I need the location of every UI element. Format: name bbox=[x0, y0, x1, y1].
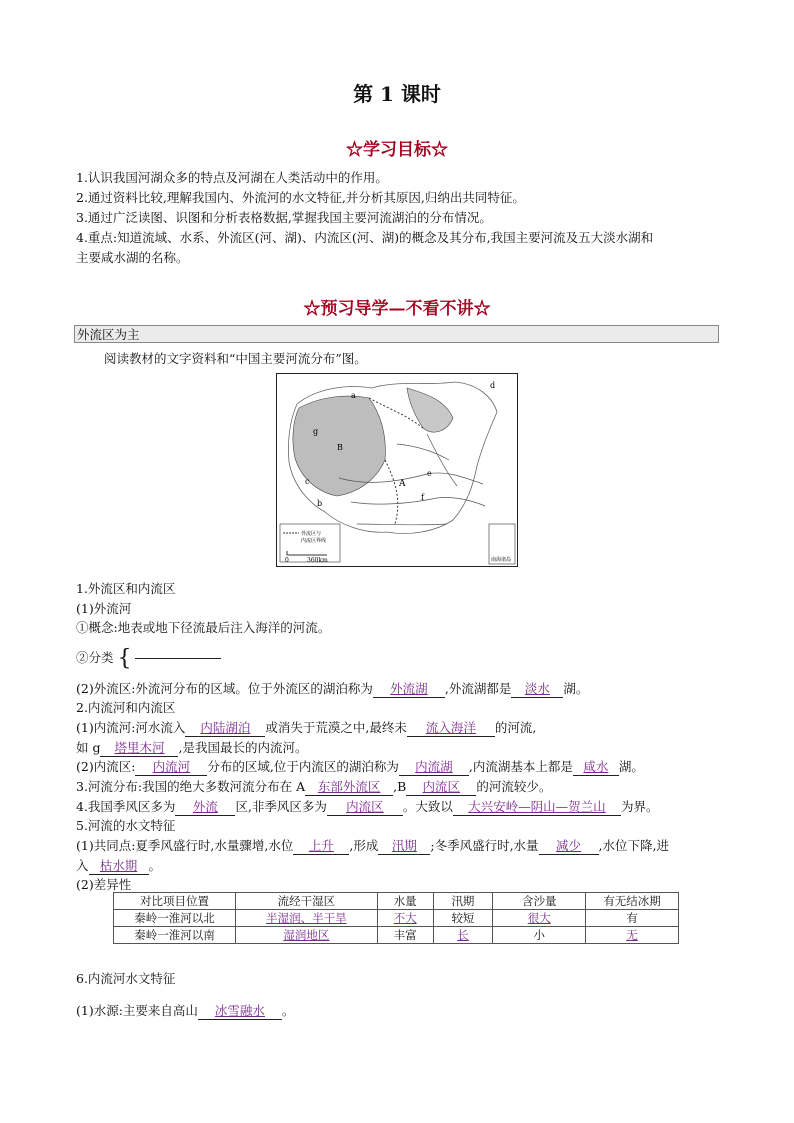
legend-text: 内流区界线 bbox=[301, 538, 327, 544]
text: 。 bbox=[148, 858, 162, 873]
text: ,外流湖都是 bbox=[444, 681, 512, 696]
text: ,是我国最长的内流河。 bbox=[178, 740, 308, 755]
table-header: 汛期 bbox=[433, 893, 493, 910]
section-2a bbox=[76, 718, 536, 737]
section-2b bbox=[76, 757, 644, 776]
answer-blank: 上升 bbox=[293, 836, 349, 855]
answer-blank: 内流河 bbox=[135, 757, 207, 776]
table-header-row bbox=[114, 893, 679, 910]
section-6a bbox=[76, 1001, 294, 1020]
table-row bbox=[114, 927, 679, 944]
text: 。 bbox=[281, 1003, 295, 1018]
map-label: g bbox=[313, 427, 319, 436]
section-5a2 bbox=[76, 856, 161, 875]
page-title: 第 1 课时 bbox=[353, 82, 441, 106]
scale-zero: 0 bbox=[285, 557, 289, 564]
preview-heading: ☆预习导学—不看不讲☆ bbox=[303, 299, 491, 319]
text: 4.我国季风区多为 bbox=[76, 799, 176, 814]
topic-box: 外流区为主 bbox=[74, 325, 719, 343]
goal-item: 4.重点:知道流域、水系、外流区(河、湖)、内流区(河、湖)的概念及其分布,我国主要河流及五大淡水湖和 bbox=[76, 230, 654, 245]
answer-blank: 外流 bbox=[175, 797, 235, 816]
text: 湖。 bbox=[618, 759, 644, 774]
scale-length: 360km bbox=[307, 557, 328, 564]
table-cell: 长 bbox=[433, 927, 493, 944]
map-label: b bbox=[317, 499, 323, 508]
section-1a2 bbox=[76, 646, 221, 671]
table-header: 水量 bbox=[377, 893, 433, 910]
comparison-table bbox=[113, 892, 679, 944]
blank-line bbox=[135, 658, 221, 659]
table-cell: 湿润地区 bbox=[235, 927, 377, 944]
section-3 bbox=[76, 777, 551, 796]
goals-heading: ☆学习目标☆ bbox=[346, 140, 448, 160]
text: 分布的区域,位于内流区的湖泊称为 bbox=[207, 759, 399, 774]
text: ,形成 bbox=[349, 838, 379, 853]
answer-blank: 内流区 bbox=[406, 777, 476, 796]
text: 为界。 bbox=[620, 799, 659, 814]
text: ,B bbox=[393, 779, 407, 794]
text: 。大致以 bbox=[402, 799, 453, 814]
china-rivers-map bbox=[277, 374, 517, 566]
text: 的河流较少。 bbox=[476, 779, 552, 794]
section-6: 6.内流河水文特征 bbox=[76, 971, 176, 986]
text: (2)内流区: bbox=[76, 759, 136, 774]
section-2a2 bbox=[76, 738, 307, 757]
answer-blank: 淡水 bbox=[511, 679, 563, 698]
answer-blank: 冰雪融水 bbox=[198, 1001, 282, 1020]
answer-blank: 减少 bbox=[539, 836, 599, 855]
text: (1)水源:主要来自高山 bbox=[76, 1003, 198, 1018]
table-cell: 较短 bbox=[433, 910, 493, 927]
map-label: f bbox=[421, 493, 424, 502]
text: (2)外流区:外流河分布的区域。位于外流区的湖泊称为 bbox=[76, 681, 373, 696]
text: 或消失于荒漠之中,最终未 bbox=[265, 720, 407, 735]
answer-blank: 咸水 bbox=[573, 757, 619, 776]
table-cell: 有 bbox=[586, 910, 679, 927]
table-cell: 秦岭一淮河以北 bbox=[114, 910, 236, 927]
table-row bbox=[114, 910, 679, 927]
table-cell: 不大 bbox=[377, 910, 433, 927]
table-header: 对比项目位置 bbox=[114, 893, 236, 910]
answer-blank: 大兴安岭—阴山—贺兰山 bbox=[453, 797, 621, 816]
map-label: a bbox=[351, 391, 356, 400]
section-1a1: ①概念:地表或地下径流最后注入海洋的河流。 bbox=[76, 620, 331, 635]
text: ,内流湖基本上都是 bbox=[468, 759, 573, 774]
answer-blank: 枯水期 bbox=[89, 856, 149, 875]
text: 的河流, bbox=[494, 720, 537, 735]
table-cell: 秦岭一淮河以南 bbox=[114, 927, 236, 944]
goal-item: 1.认识我国河湖众多的特点及河湖在人类活动中的作用。 bbox=[76, 170, 388, 185]
classification-label: ②分类 bbox=[76, 650, 114, 665]
section-1: 1.外流区和内流区 bbox=[76, 581, 176, 596]
text: (1)内流河:河水流入 bbox=[76, 720, 186, 735]
text: (1)共同点:夏季风盛行时,水量骤增,水位 bbox=[76, 838, 294, 853]
section-1a: (1)外流河 bbox=[76, 601, 132, 616]
section-5b: (2)差异性 bbox=[76, 877, 132, 892]
answer-blank: 东部外流区 bbox=[305, 777, 393, 796]
map-label: e bbox=[427, 469, 432, 478]
answer-blank: 内流湖 bbox=[399, 757, 469, 776]
table-cell: 小 bbox=[493, 927, 586, 944]
text: 入 bbox=[76, 858, 89, 873]
map-label: B bbox=[337, 443, 343, 452]
table-cell: 丰富 bbox=[377, 927, 433, 944]
answer-blank: 塔里木河 bbox=[100, 738, 178, 757]
answer-blank: 外流湖 bbox=[373, 679, 445, 698]
section-2: 2.内流河和内流区 bbox=[76, 700, 176, 715]
map-label: A bbox=[399, 479, 406, 489]
section-5a bbox=[76, 836, 669, 855]
section-4 bbox=[76, 797, 658, 816]
inset-label: 南海诸岛 bbox=[491, 557, 512, 563]
table-cell: 半湿润、半干旱 bbox=[235, 910, 377, 927]
river-map bbox=[276, 373, 518, 567]
answer-blank: 内陆湖泊 bbox=[185, 718, 265, 737]
intro-text: 阅读教材的文字资料和“中国主要河流分布”图。 bbox=[104, 351, 367, 366]
table-cell: 无 bbox=[586, 927, 679, 944]
goal-item: 主要咸水湖的名称。 bbox=[76, 250, 189, 265]
brace-icon: { bbox=[117, 646, 132, 671]
table-header: 有无结冰期 bbox=[586, 893, 679, 910]
text: ,水位下降,进 bbox=[598, 838, 669, 853]
answer-blank: 内流区 bbox=[327, 797, 403, 816]
legend-text: 外流区与 bbox=[301, 531, 322, 537]
text: 3.河流分布:我国的绝大多数河流分布在 A bbox=[76, 779, 306, 794]
map-label: c bbox=[305, 477, 310, 486]
map-label: d bbox=[490, 381, 496, 390]
table-header: 流经干湿区 bbox=[235, 893, 377, 910]
text: 区,非季风区多为 bbox=[235, 799, 327, 814]
answer-blank: 流入海洋 bbox=[407, 718, 495, 737]
text: 如 g bbox=[76, 740, 101, 755]
section-1b bbox=[76, 679, 588, 698]
text: ;冬季风盛行时,水量 bbox=[430, 838, 539, 853]
table-header: 含沙量 bbox=[493, 893, 586, 910]
goal-item: 3.通过广泛读图、识图和分析表格数据,掌握我国主要河流湖泊的分布情况。 bbox=[76, 210, 492, 225]
answer-blank: 汛期 bbox=[378, 836, 430, 855]
text: 湖。 bbox=[563, 681, 589, 696]
section-5: 5.河流的水文特征 bbox=[76, 818, 176, 833]
goal-item: 2.通过资料比较,理解我国内、外流河的水文特征,并分析其原因,归纳出共同特征。 bbox=[76, 190, 525, 205]
table-cell: 很大 bbox=[493, 910, 586, 927]
